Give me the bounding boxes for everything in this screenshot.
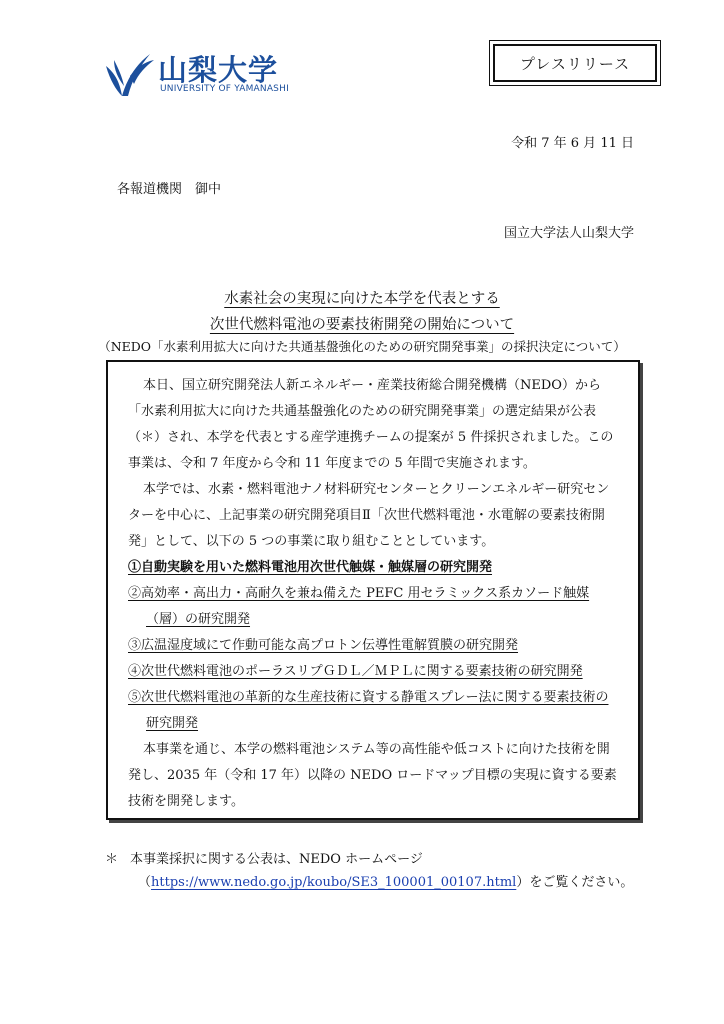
press-release-box xyxy=(489,40,661,86)
body-line: ターを中心に、上記事業の研究開発項目Ⅱ「次世代燃料電池・水電解の要素技術開 xyxy=(128,508,605,523)
footnote-mark: ＊ xyxy=(105,852,119,867)
logo-name-jp: 山梨大学 xyxy=(158,53,279,87)
university-logo xyxy=(100,44,290,104)
issuer: 国立大学法人山梨大学 xyxy=(503,226,634,241)
body-line: 本事業を通じ、本学の燃料電池システム等の高性能や低コストに向けた技術を開 xyxy=(143,742,610,757)
footnote-link-line xyxy=(138,871,633,890)
body-line: 「水素利用拡大に向けた共通基盤強化のための研究開発事業」の選定結果が公表 xyxy=(128,404,597,419)
project-item-2-cont: （層）の研究開発 xyxy=(146,612,251,627)
project-item-5-cont: 研究開発 xyxy=(146,716,199,731)
body-line: 発」として、以下の 5 つの事業に取り組むこととしています。 xyxy=(128,534,495,549)
subtitle: （NEDO「水素利用拡大に向けた共通基盤強化のための研究開発事業」の採択決定について） xyxy=(98,339,626,354)
title-line-1-text: 水素社会の実現に向けた本学を代表とする xyxy=(224,291,500,307)
project-item-3: ③広温湿度域にて作動可能な高プロトン伝導性電解質膜の研究開発 xyxy=(128,638,519,653)
logo-name-en: UNIVERSITY OF YAMANASHI xyxy=(160,84,289,94)
footnote-open-paren: （ xyxy=(138,875,152,890)
release-date: 令和 7 年 6 月 11 日 xyxy=(511,136,634,151)
body-line: （＊）され、本学を代表とする産学連携チームの提案が 5 件採択されました。この xyxy=(128,430,614,445)
project-item-4: ④次世代燃料電池のポーラスリプＧＤＬ／ＭＰＬに関する要素技術の研究開発 xyxy=(128,664,583,679)
project-item-2: ②高効率・高出力・高耐久を兼ね備えた PEFC 用セラミックス系カソード触媒 xyxy=(128,586,590,601)
body-line: 技術を開発します。 xyxy=(128,794,244,809)
body-line: 本学では、水素・燃料電池ナノ材料研究センターとクリーンエネルギー研究セン xyxy=(143,482,610,497)
project-item-5: ⑤次世代燃料電池の革新的な生産技術に資する静電スプレー法に関する要素技術の xyxy=(128,690,609,705)
body-line: 発し、2035 年（令和 17 年）以降の NEDO ロードマップ目標の実現に資する要素 xyxy=(128,768,617,783)
logo-mark-icon xyxy=(100,46,158,102)
title-line-2-text: 次世代燃料電池の要素技術開発の開始について xyxy=(209,317,515,333)
body-line: 本日、国立研究開発法人新エネルギー・産業技術総合開発機構（NEDO）から xyxy=(143,378,601,393)
footnote-text: 本事業採択に関する公表は、NEDO ホームページ xyxy=(130,852,423,867)
nedo-url-link[interactable]: https://www.nedo.go.jp/koubo/SE3_100001_00107.html xyxy=(151,875,517,890)
recipient: 各報道機関 御中 xyxy=(117,182,222,197)
project-item-1: ①自動実験を用いた燃料電池用次世代触媒・触媒層の研究開発 xyxy=(128,560,493,575)
footnote-close-text: ）をご覧ください。 xyxy=(516,875,634,890)
title-line-2 xyxy=(0,313,724,334)
press-release-label: プレスリリース xyxy=(493,44,657,82)
body-line: 事業は、令和 7 年度から令和 11 年度までの 5 年間で実施されます。 xyxy=(128,456,536,471)
title-line-1 xyxy=(0,287,724,308)
